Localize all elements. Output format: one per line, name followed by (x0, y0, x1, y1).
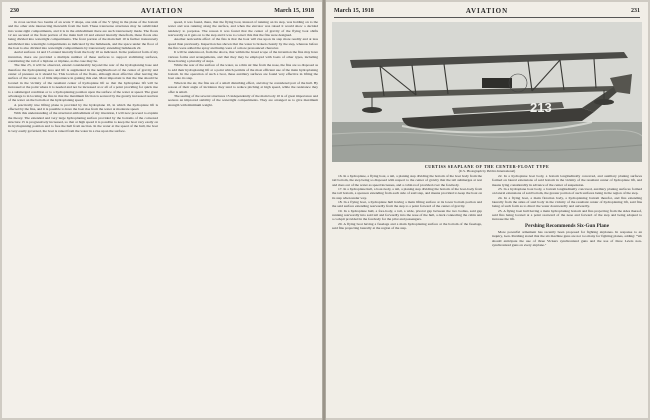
claim-paragraph: 22. In a hydroplane boat body, a bottom longitudinally concaved, and auxiliary planing surfaces formed on lateral extensions of said bottom in the vicinity of the resultant center of hydroplane lift, and means lying considerably in advance of the center of suspension. (492, 174, 642, 187)
claim-paragraph: 24. In a flying boat, a main flotation body, a hydroplaning bottom therefor, and fins extending laterally from the sides of said body in the vicinity of the resultant center of hydroplaning lift, said fins being of such form as to direct the water downwardly and outwardly. (492, 195, 642, 209)
left-page (2, 2, 322, 418)
seaplane-illustration (332, 22, 642, 162)
page-number: 230 (10, 8, 19, 14)
right-column-2 (492, 174, 642, 414)
claim-paragraph: 16. In a hydroplane, a flying boat, a tail, a planing step dividing the bottom of the boat body from the tail bottom, the step being so disposed with respect to the center of gravity that the tail submerges at rest and rises out of the water as speed increases, and a cabin roof provided over the forebody. (332, 174, 482, 187)
issue-date: March 15, 1918 (274, 8, 314, 14)
claim-paragraph: 23. In a hydroplane boat body, a bottom longitudinally concaved, auxiliary planing surfaces formed on lateral extensions of said bottom, the greater portion of such surfaces being in the region of the step. (492, 187, 642, 196)
claim-paragraph: 18. In a flying boat, a hydroplane hull having a main lifting surface at its lower bottom portion and the said surface extending rearwardly from the step to a point forward of the center of gravity. (332, 200, 482, 209)
claim-paragraph: 25. A flying boat hull having a main hydroplaning bottom and fins projecting from the sides thereof, said fins being located at a point rearward of the nose and forward of the step and being adapted to increase the lift. (492, 208, 642, 222)
claim-paragraph: 19. In a hydroplane hull, a fore-body, a tail, a wide, pivotal gap between the two bodies, said gap running rearwardly into said tail and forwardly into the nose of the hull, a deck connecting the cabin and a cockpit provided in the forebody for the pilot and passengers. (332, 208, 482, 222)
claim-paragraph: 20. A flying boat having a fuselage and a main hydroplaning surface at the bottom of the fuselage, said fins projecting laterally at the region of the step. (332, 221, 482, 231)
right-page (326, 2, 648, 418)
paragraph: speed, it was found, there, that the flying boat, instead of running on its step, was holding on to the water and was running along the surface, and when the elevator was raised it would show a decided tendency to porpoise. The reason it was found that the center of gravity of the flying boat shifts rearwardly as it gets on to the step and it was to correct this that the fins were designed. (168, 20, 318, 38)
photo-caption (332, 164, 642, 174)
paragraph: in cross section two beams of an acute V shape, one side of the V lying in the plane of the bottom and the other side intersecting therewith from the hull. These transverse structures may be subdivided into water-tight compartments, and it is in the embodiment there are such transversely made. The floats 12 are secured at the front portion of the main hull 10 and extend laterally therefrom, these floats also being divided into watertight compartments. The front portion of the main hull 10 is further transversely subdivided into watertight compartments as indicated by the bulkheads, and the space under the floor of the boat is also divided into watertight compartments by transversely extending bulkheads 22. (8, 20, 158, 51)
article-body: More powerful armament has recently been proposed for fighting airplanes. In response to an inquiry, Gen. Pershing stated that the six machine guns are not too many for fighting planes, adding: "We should anticipate the use of three Vickers synchronized guns and the use of three Lewis non-synchronized guns on every airplane." (492, 230, 642, 248)
right-column-1 (332, 174, 482, 414)
photo-caption-title: CURTISS SEAPLANE OF THE CENTER-FLOAT TYPE (424, 164, 550, 169)
page-number: 231 (631, 8, 640, 14)
article-heading: Pershing Recommends Six-Gun Plane (524, 222, 609, 229)
left-column-2 (168, 20, 318, 414)
paragraph: It will be understood, from the above, that within the broad scope of the invention the fins may have various forms and arrangements, and that they may be employed with boats of other types, including those having a plurality of steps. (168, 50, 318, 64)
left-column-1 (8, 20, 158, 414)
header-rule (334, 17, 640, 18)
seaplane-photo (332, 22, 642, 162)
claim-paragraph: 17. In a hydroplane hull, a boat-body, a tail, a planing step dividing the bottom of the boat-body from the tail bottom, a sponson extending from each side of said step, and means provided to keep the boat on its step when under way. (332, 187, 482, 200)
paragraph: The sealing of the several structures 15 independently of the main body 10 is of great importance and secures an improved stability of the watertight compartments. They are arranged as to give maximum strength with minimum weight. (168, 93, 318, 107)
right-page-header (334, 6, 640, 16)
paragraph: Another noticeable effect of the fins is that the boat will rise upon its step more readily and at less speed than previously. Inspection has shown that the water is broken cleanly by the step, whereas before the fins were added the spray and hump were of a more pronounced character. (168, 37, 318, 51)
paragraph: The line 25, it will be observed, extend considerably beyond the rear of the hydroplaning base and therefore the hydroplaning area and lift is augmented in the neighborhood of the center of gravity and center of pressure as it should be. This location of the floats, although most effective after leaving the surface of the water, is of little importance in gaining this end. Most important is that the line should be located in the vicinity of the resultant center of hydroplane lift so that the hydroplane lift will be increased at the point where it is needed and not be increased at or aft of a point providing for quick rise to a submerged condition or to a hydroplaning position upon the surface of the water at speed. The great advantage is in locating the fins in that the maximum friction is secured by the greatly increased reaction of the water on the bottom at the hydroplaning speed. (8, 63, 158, 103)
paragraph: When in the air, the fins are of a small disturbing effect, and may be considered part of the hull. By reason of their angle of incidence they tend to reduce pitching at high speed, while the resistance they offer is small. (168, 80, 318, 94)
journal-title: AVIATION (465, 7, 509, 15)
hull-number-text: 213 (530, 100, 552, 115)
paragraph: While the rear of the surface of the water, as a thin air line from the nose, the fins are so disposed as to add their hydroplaning lift at a point which permits of the most efficient use of the main hydroplaning bottom. In the operation of such a boat, these auxiliary surfaces are found very effective in lifting the boat onto its step. (168, 63, 318, 81)
issue-date: March 15, 1918 (334, 8, 374, 14)
paragraph: With this understanding of the structural embodiment of my invention, I will now proceed to explain the theory. The extended and very large hydroplaning surface provided by the bottoms of the convexed structure 15 is progressively increased, so that at high speed it is possible to keep the boat very easily on its hydroplaning position and to free the hull from suction. In the water at the speed of the hull, the boat is very easily governed, the boat is raised from the water in a rise upon the surface. (8, 111, 158, 133)
paragraph: Aerial surfaces 14 and 15 extend laterally from the body 10 as indicated. In the preferred form of my invention, there are provided a multiple number of these surfaces to support stabilizing surfaces, constituting the rail of a biplane or triplane, as the case may be. (8, 50, 158, 64)
paragraph: A practically true lifting plane is provided by the hydroplane 10, in which the hydroplane lift is effected by the fins, and it is possible to have the boat rise from the water at moderate speed. (8, 102, 158, 111)
left-page-header (10, 6, 314, 16)
journal-title: AVIATION (140, 7, 184, 15)
header-rule (10, 17, 314, 18)
photo-caption-credit: (U.S. Photograph by Publics International) (458, 169, 516, 173)
